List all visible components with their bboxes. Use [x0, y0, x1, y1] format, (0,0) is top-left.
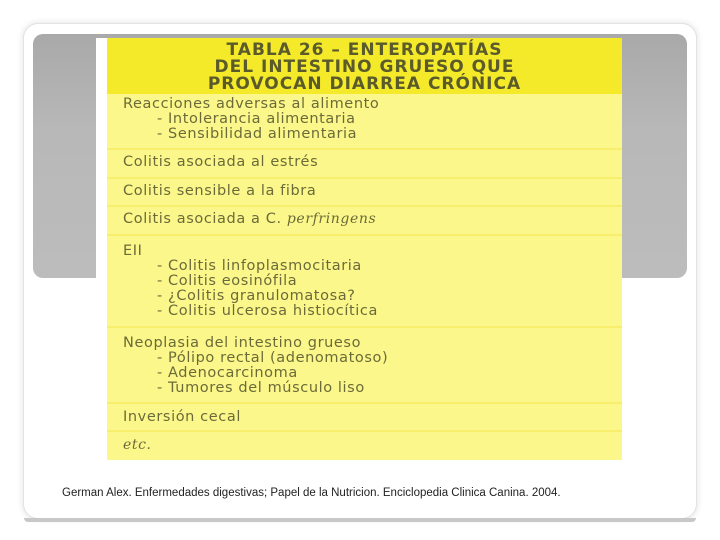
- row-sub-text: - Intolerancia alimentaria: [157, 111, 356, 127]
- row-sub-text: - Tumores del músculo liso: [157, 380, 365, 396]
- row-sub-text: - Adenocarcinoma: [157, 365, 298, 381]
- table-image-margin: [96, 38, 107, 460]
- table-row: [107, 430, 622, 453]
- table-row: [107, 97, 622, 142]
- table-row: [107, 402, 622, 425]
- row-italic-text: etc.: [123, 437, 152, 453]
- row-main-text-part: Colitis asociada a C.: [123, 211, 282, 227]
- table-row: [107, 177, 622, 199]
- row-main-text: Colitis sensible a la fibra: [123, 183, 317, 199]
- table-row: [107, 205, 622, 227]
- table-title-line: DEL INTESTINO GRUESO QUE: [214, 57, 515, 77]
- row-sub-text: - Colitis linfoplasmocitaria: [157, 258, 362, 274]
- row-main-text: [123, 212, 622, 227]
- row-sub-text: - Sensibilidad alimentaria: [157, 126, 358, 142]
- table-row: [107, 234, 622, 319]
- row-main-text: Neoplasia del intestino grueso: [123, 335, 362, 351]
- row-sub-text: - Pólipo rectal (adenomatoso): [157, 350, 389, 366]
- table-row: [107, 148, 622, 170]
- row-sub-text: - Colitis eosinófila: [157, 273, 298, 289]
- row-sub-text: - Colitis ulcerosa histiocítica: [157, 303, 378, 319]
- row-main-text: EII: [123, 243, 143, 259]
- table-row: [107, 326, 622, 396]
- row-sub-text: - ¿Colitis granulomatosa?: [157, 288, 356, 304]
- citation-text: German Alex. Enfermedades digestivas; Papel de la Nutricion. Enciclopedia Clinica Canina. 2004.: [62, 487, 561, 499]
- row-italic-text: perfringens: [286, 211, 377, 227]
- table-title-line: TABLA 26 – ENTEROPATÍAS: [226, 40, 503, 60]
- row-main-text: Reacciones adversas al alimento: [123, 96, 380, 112]
- row-main-text: Colitis asociada al estrés: [123, 154, 319, 170]
- table-title: [107, 38, 622, 94]
- table-title-line: PROVOCAN DIARREA CRÓNICA: [207, 74, 522, 94]
- table-image: [96, 38, 622, 460]
- row-main-text: Inversión cecal: [123, 409, 241, 425]
